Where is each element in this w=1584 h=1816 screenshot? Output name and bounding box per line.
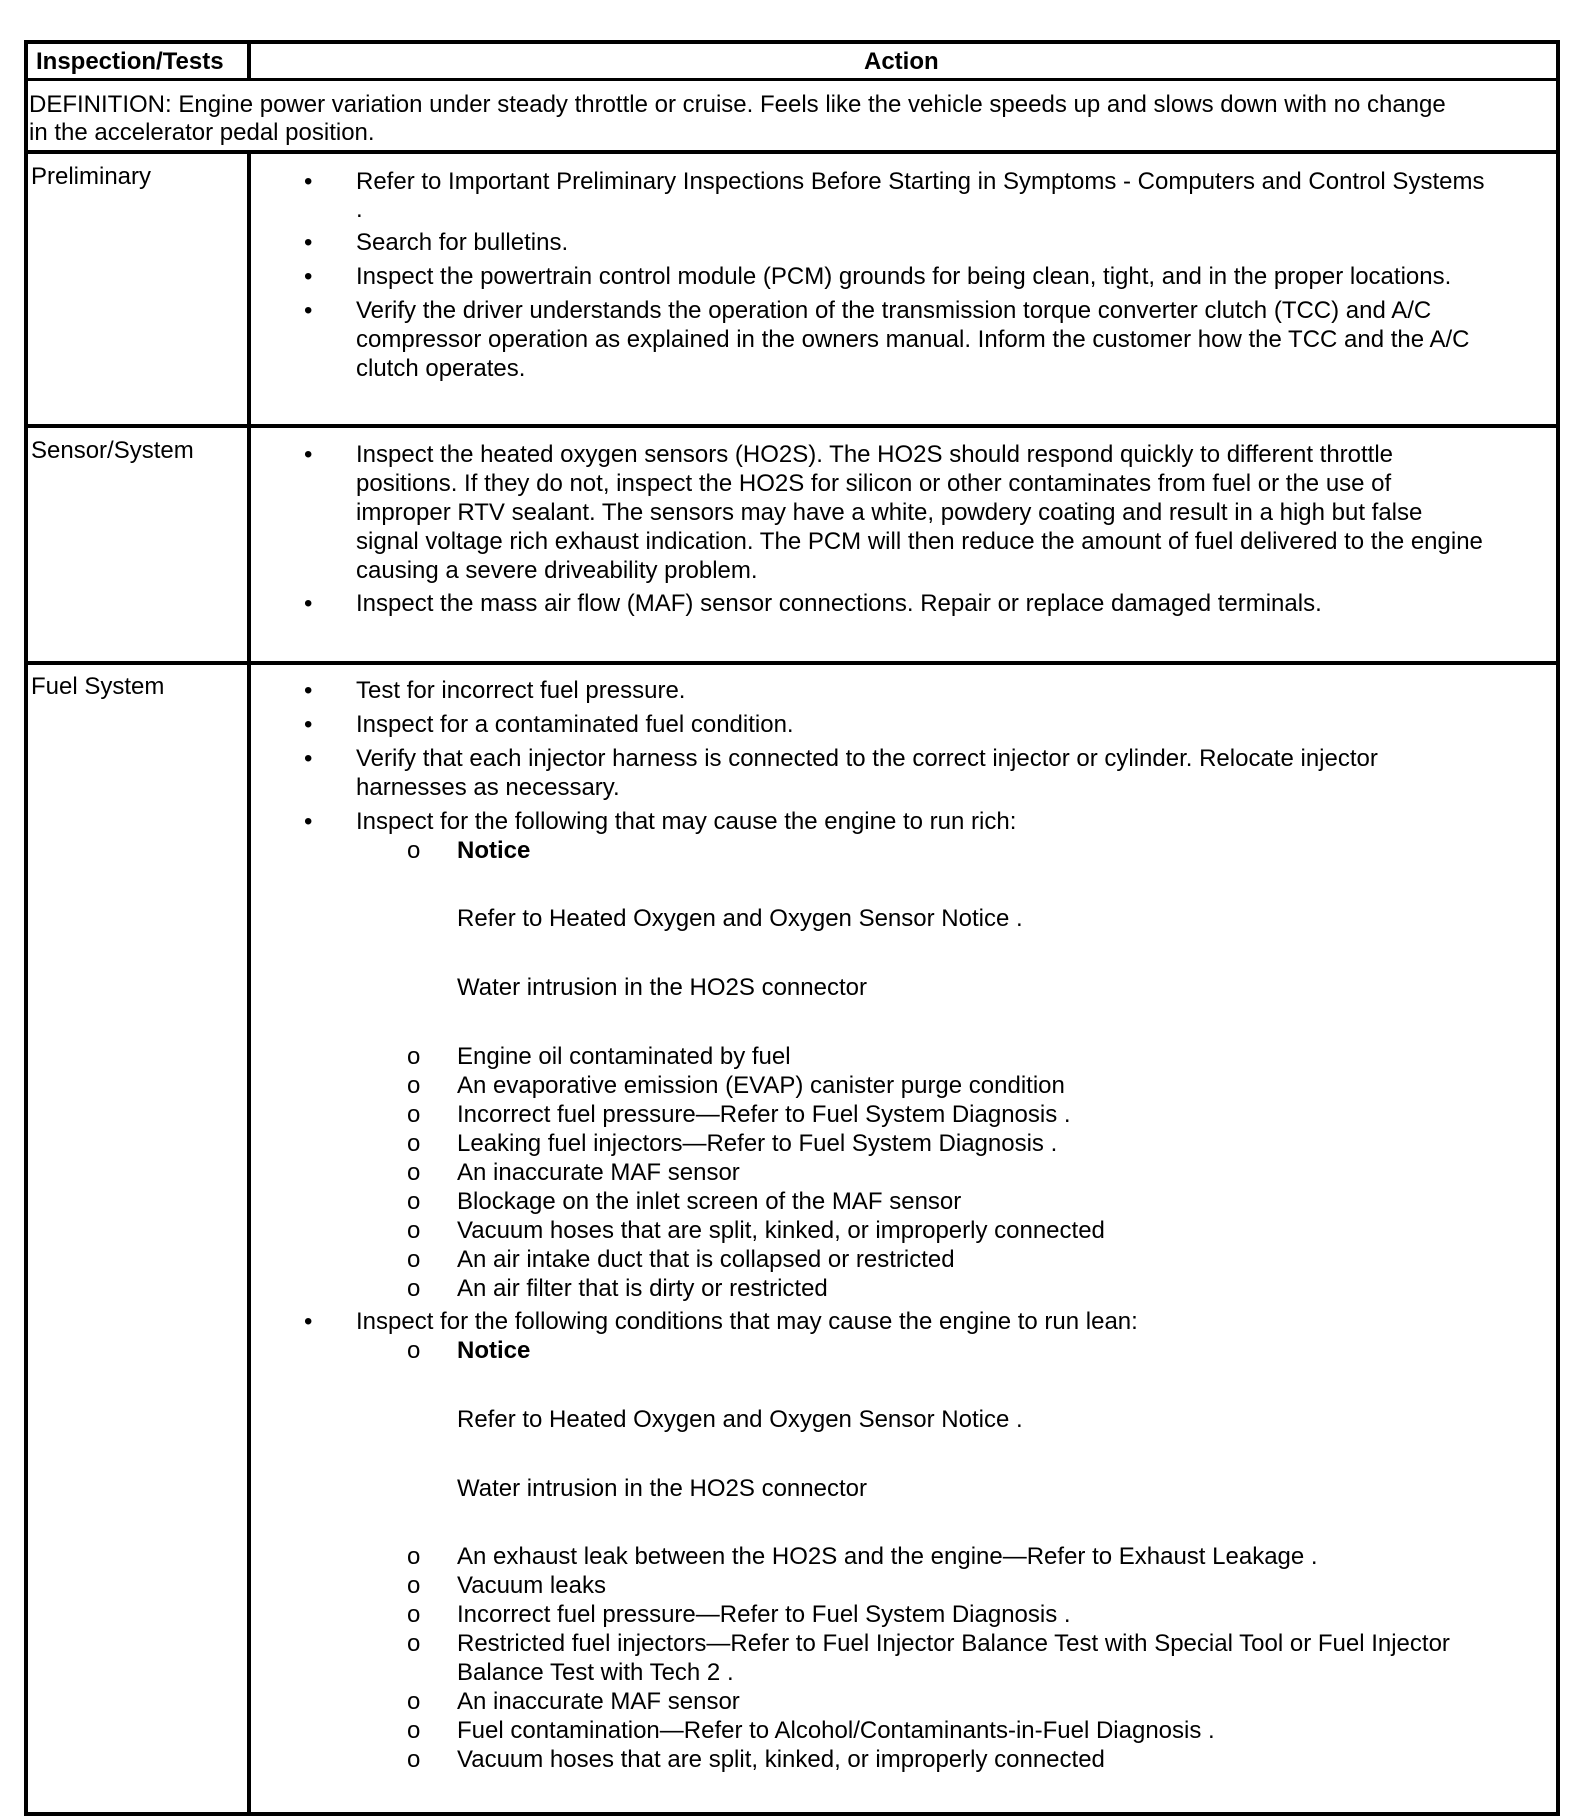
table-border-left bbox=[24, 40, 28, 1816]
fuel-lean-intro: Inspect for the following conditions that may cause the engine to run lean: bbox=[356, 1308, 1138, 1335]
bullet-icon: • bbox=[304, 590, 313, 617]
sub-bullet-icon: o bbox=[407, 1043, 421, 1070]
sub-bullet-icon: o bbox=[407, 1572, 421, 1599]
sub-bullet-icon: o bbox=[407, 1101, 421, 1128]
sub-bullet-icon: o bbox=[407, 1217, 421, 1244]
definition-text-line1: DEFINITION: Engine power variation under steady throttle or cruise. Feels like the vehicle speeds up and slows down with no change bbox=[29, 91, 1446, 118]
bullet-icon: • bbox=[304, 711, 313, 738]
bullet-icon: • bbox=[304, 1308, 313, 1335]
row-label-fuel-system: Fuel System bbox=[31, 673, 165, 700]
bullet-icon: • bbox=[304, 168, 313, 195]
sensor-item-1-line2: positions. If they do not, inspect the HO2S for silicon or other contaminates from fuel or the use of bbox=[356, 470, 1392, 497]
table-border-top bbox=[24, 40, 1560, 44]
lean-notice-water: Water intrusion in the HO2S connector bbox=[457, 1475, 867, 1502]
sensor-item-1-line1: Inspect the heated oxygen sensors (HO2S). The HO2S should respond quickly to different throttle bbox=[356, 441, 1394, 468]
rich-notice-text: Refer to Heated Oxygen and Oxygen Sensor Notice . bbox=[457, 905, 1023, 932]
rich-item: Incorrect fuel pressure—Refer to Fuel System Diagnosis . bbox=[457, 1101, 1071, 1128]
lean-item-3: Incorrect fuel pressure—Refer to Fuel System Diagnosis . bbox=[457, 1601, 1071, 1628]
sub-bullet-icon: o bbox=[407, 1630, 421, 1657]
sub-bullet-icon: o bbox=[407, 1688, 421, 1715]
preliminary-item-4-line3: clutch operates. bbox=[356, 355, 526, 382]
sensor-item-1-line4: signal voltage rich exhaust indication. The PCM will then reduce the amount of fuel delivered to the engine bbox=[356, 528, 1483, 555]
lean-item-7: Vacuum hoses that are split, kinked, or improperly connected bbox=[457, 1746, 1105, 1773]
preliminary-item-3: Inspect the powertrain control module (PCM) grounds for being clean, tight, and in the proper locations. bbox=[356, 263, 1452, 290]
fuel-item-3-line2: harnesses as necessary. bbox=[356, 774, 620, 801]
lean-item-6: Fuel contamination—Refer to Alcohol/Contaminants-in-Fuel Diagnosis . bbox=[457, 1717, 1215, 1744]
row-divider-sensor bbox=[24, 661, 1560, 665]
lean-item-2: Vacuum leaks bbox=[457, 1572, 606, 1599]
bullet-icon: • bbox=[304, 808, 313, 835]
fuel-item-3-line1: Verify that each injector harness is connected to the correct injector or cylinder. Relocate injector bbox=[356, 745, 1378, 772]
rich-item: Leaking fuel injectors—Refer to Fuel System Diagnosis . bbox=[457, 1130, 1058, 1157]
rich-item: Vacuum hoses that are split, kinked, or improperly connected bbox=[457, 1217, 1105, 1244]
sub-bullet-icon: o bbox=[407, 837, 421, 864]
row-label-preliminary: Preliminary bbox=[31, 163, 152, 190]
preliminary-item-4-line2: compressor operation as explained in the owners manual. Inform the customer how the TCC and the A/C bbox=[356, 326, 1470, 353]
table-border-bottom bbox=[24, 1812, 1560, 1816]
sub-bullet-icon: o bbox=[407, 1543, 421, 1570]
header-inspection-tests: Inspection/Tests bbox=[36, 48, 224, 75]
rich-notice-title: Notice bbox=[457, 837, 531, 864]
sub-bullet-icon: o bbox=[407, 1188, 421, 1215]
rich-item: Engine oil contaminated by fuel bbox=[457, 1043, 791, 1070]
rich-notice-water: Water intrusion in the HO2S connector bbox=[457, 974, 867, 1001]
rich-item: An air intake duct that is collapsed or restricted bbox=[457, 1246, 955, 1273]
lean-item-5: An inaccurate MAF sensor bbox=[457, 1688, 740, 1715]
bullet-icon: • bbox=[304, 677, 313, 704]
sub-bullet-icon: o bbox=[407, 1717, 421, 1744]
bullet-icon: • bbox=[304, 263, 313, 290]
header-action: Action bbox=[864, 48, 939, 75]
sub-bullet-icon: o bbox=[407, 1275, 421, 1302]
sensor-item-1-line3: improper RTV sealant. The sensors may have a white, powdery coating and result in a high but false bbox=[356, 499, 1423, 526]
fuel-rich-intro: Inspect for the following that may cause the engine to run rich: bbox=[356, 808, 1017, 835]
rich-item: An inaccurate MAF sensor bbox=[457, 1159, 740, 1186]
sub-bullet-icon: o bbox=[407, 1337, 421, 1364]
rich-item: An evaporative emission (EVAP) canister purge condition bbox=[457, 1072, 1065, 1099]
sensor-item-2: Inspect the mass air flow (MAF) sensor connections. Repair or replace damaged terminals. bbox=[356, 590, 1322, 617]
row-divider-preliminary bbox=[24, 424, 1560, 428]
fuel-item-1: Test for incorrect fuel pressure. bbox=[356, 677, 686, 704]
table-border-right bbox=[1556, 40, 1560, 1816]
lean-notice-text: Refer to Heated Oxygen and Oxygen Sensor Notice . bbox=[457, 1406, 1023, 1433]
lean-item-4-line1: Restricted fuel injectors—Refer to Fuel Injector Balance Test with Special Tool or Fuel Injector bbox=[457, 1630, 1450, 1657]
body-column-divider bbox=[247, 150, 251, 1816]
sub-bullet-icon: o bbox=[407, 1601, 421, 1628]
row-label-sensor-system: Sensor/System bbox=[31, 437, 194, 464]
sub-bullet-icon: o bbox=[407, 1072, 421, 1099]
header-divider bbox=[24, 78, 1560, 81]
bullet-icon: • bbox=[304, 297, 313, 324]
fuel-item-2: Inspect for a contaminated fuel condition. bbox=[356, 711, 794, 738]
bullet-icon: • bbox=[304, 441, 313, 468]
preliminary-item-1-line1: Refer to Important Preliminary Inspections Before Starting in Symptoms - Computers and Control Systems bbox=[356, 168, 1485, 195]
lean-item-1: An exhaust leak between the HO2S and the engine—Refer to Exhaust Leakage . bbox=[457, 1543, 1318, 1570]
preliminary-item-2: Search for bulletins. bbox=[356, 229, 569, 256]
preliminary-item-1-line2: . bbox=[356, 196, 363, 223]
bullet-icon: • bbox=[304, 745, 313, 772]
preliminary-item-4-line1: Verify the driver understands the operation of the transmission torque converter clutch (TCC) and A/C bbox=[356, 297, 1432, 324]
lean-item-4-line2: Balance Test with Tech 2 . bbox=[457, 1659, 734, 1686]
sensor-item-1-line5: causing a severe driveability problem. bbox=[356, 557, 758, 584]
rich-item: An air filter that is dirty or restricted bbox=[457, 1275, 828, 1302]
sub-bullet-icon: o bbox=[407, 1246, 421, 1273]
rich-item: Blockage on the inlet screen of the MAF sensor bbox=[457, 1188, 962, 1215]
sub-bullet-icon: o bbox=[407, 1159, 421, 1186]
sub-bullet-icon: o bbox=[407, 1746, 421, 1773]
bullet-icon: • bbox=[304, 229, 313, 256]
sub-bullet-icon: o bbox=[407, 1130, 421, 1157]
definition-text-line2: in the accelerator pedal position. bbox=[29, 119, 375, 146]
definition-divider bbox=[24, 150, 1560, 154]
lean-notice-title: Notice bbox=[457, 1337, 531, 1364]
header-column-divider bbox=[247, 40, 251, 80]
